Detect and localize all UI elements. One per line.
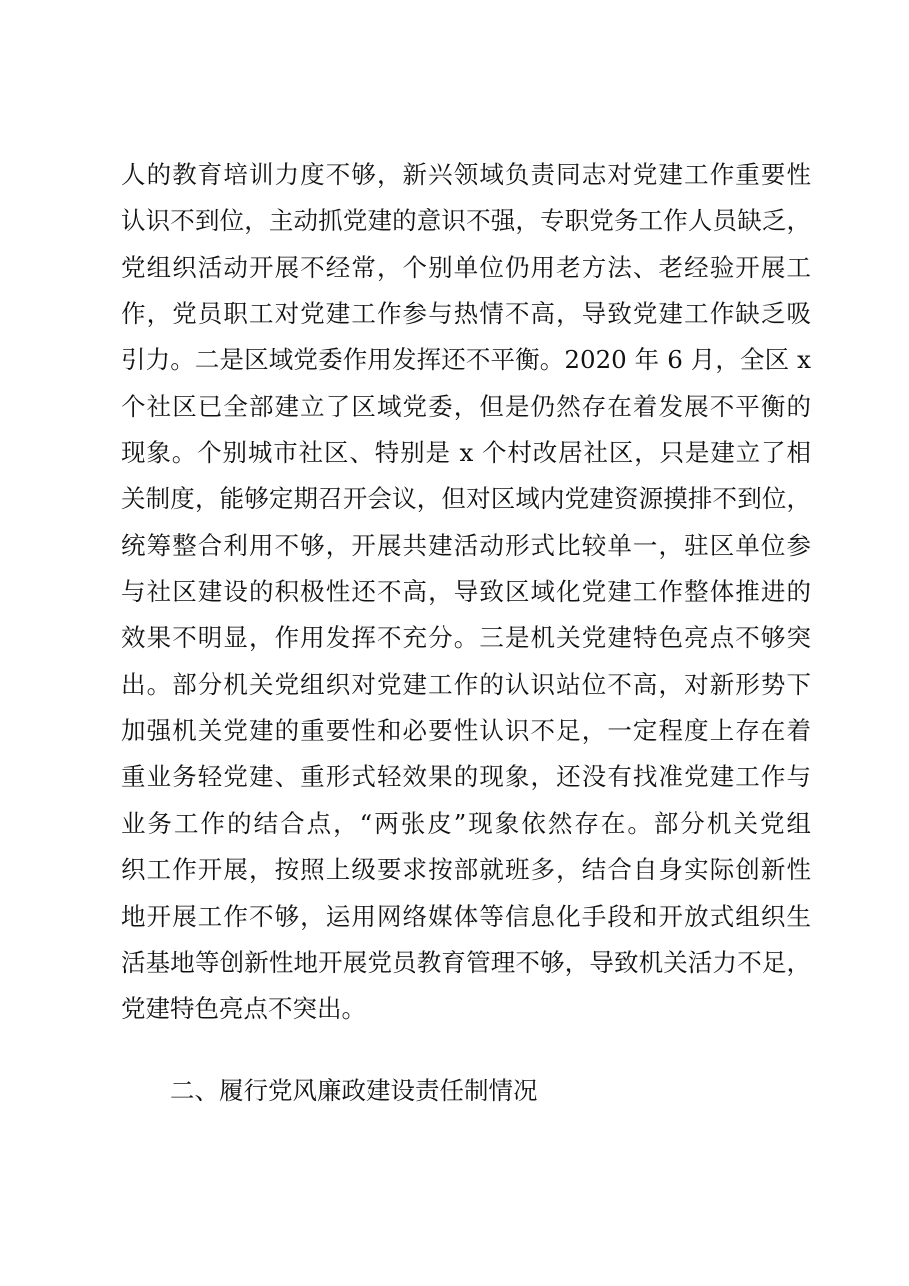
paragraph-line: 作，党员职工对党建工作参与热情不高，导致党建工作缺乏吸: [121, 299, 811, 329]
paragraph-line: 认识不到位，主动抓党建的意识不强，专职党务工作人员缺乏，: [121, 206, 811, 236]
paragraph-line: 效果不明显，作用发挥不充分。三是机关党建特色亮点不够突: [121, 623, 811, 653]
body-paragraph: [121, 152, 811, 1033]
paragraph-line: 党组织活动开展不经常，个别单位仍用老方法、老经验开展工: [121, 252, 811, 282]
paragraph-line: 出。部分机关党组织对党建工作的认识站位不高，对新形势下: [121, 669, 811, 699]
paragraph-line: 党建特色亮点不突出。: [121, 994, 366, 1024]
paragraph-line: 引力。二是区域党委作用发挥还不平衡。2020 年 6 月，全区 x: [121, 345, 811, 375]
paragraph-line: 重业务轻党建、重形式轻效果的现象，还没有找准党建工作与: [121, 762, 811, 792]
paragraph-line: 人的教育培训力度不够，新兴领域负责同志对党建工作重要性: [121, 160, 811, 189]
paragraph-line: 现象。个别城市社区、特别是 x 个村改居社区，只是建立了相: [121, 438, 811, 468]
paragraph-line: 活基地等创新性地开展党员教育管理不够，导致机关活力不足，: [121, 947, 811, 977]
paragraph-line: 业务工作的结合点，“两张皮”现象依然存在。部分机关党组: [121, 808, 811, 838]
paragraph-line: 地开展工作不够，运用网络媒体等信息化手段和开放式组织生: [121, 901, 811, 931]
paragraph-line: 统筹整合利用不够，开展共建活动形式比较单一，驻区单位参: [121, 530, 811, 560]
paragraph-line: 织工作开展，按照上级要求按部就班多，结合自身实际创新性: [121, 855, 811, 885]
paragraph-line: 个社区已全部建立了区域党委，但是仍然存在着发展不平衡的: [121, 391, 811, 421]
paragraph-line: 关制度，能够定期召开会议，但对区域内党建资源摸排不到位，: [121, 484, 811, 514]
paragraph-line: 与社区建设的积极性还不高，导致区域化党建工作整体推进的: [121, 577, 811, 607]
paragraph-line: 加强机关党建的重要性和必要性认识不足，一定程度上存在着: [121, 716, 811, 746]
section-heading: 二、履行党风廉政建设责任制情况: [170, 1076, 538, 1105]
